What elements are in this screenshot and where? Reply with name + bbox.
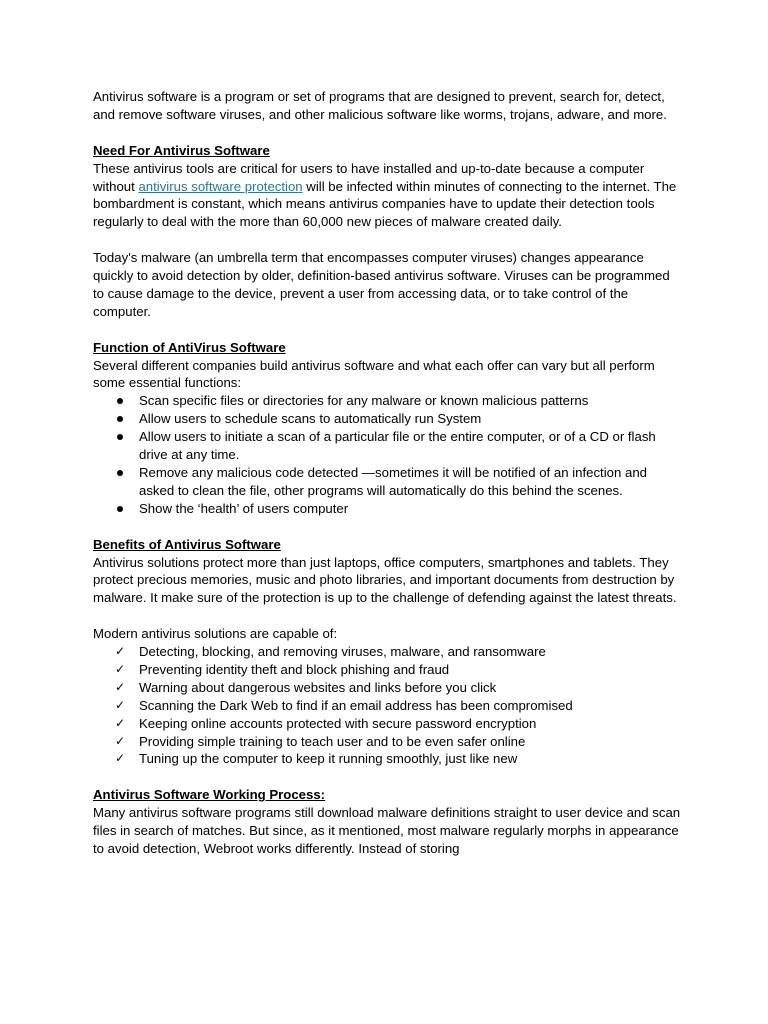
need-paragraph	[93, 160, 683, 232]
capability-text: Tuning up the computer to keep it running smoothly, just like new	[139, 751, 518, 767]
function-list-item	[93, 428, 683, 464]
function-list-item	[93, 464, 683, 500]
function-item-text: Remove any malicious code detected —sometimes it will be notified of an infection and asked to clean the file, other programs will automatically do this behind the scenes.	[139, 464, 647, 498]
checkmark-icon: ✓	[115, 661, 126, 676]
function-list-item	[93, 410, 683, 428]
need-heading: Need For Antivirus Software	[93, 142, 270, 158]
capability-text: Keeping online accounts protected with secure password encryption	[139, 715, 537, 731]
function-item-text: Show the ‘health’ of users computer	[139, 500, 349, 516]
bullet-dot-icon	[117, 506, 123, 512]
working-heading: Antivirus Software Working Process:	[93, 787, 326, 803]
checkmark-icon: ✓	[115, 733, 126, 748]
bullet-dot-icon	[117, 416, 123, 422]
need-text-after-link: will be infected within minutes of connecting to the internet. The bombardment is constant, which means antivirus companies have to update their detection tools regularly to deal with the more than 60,000 new pieces of malware created daily.	[93, 178, 677, 230]
capability-item	[93, 733, 683, 751]
working-paragraph: Many antivirus software programs still download malware definitions straight to user device and scan files in search of matches. But since, as it mentioned, most malware regularly morphs in appearance to avoid detection, Webroot works differently. Instead of storing	[93, 805, 681, 856]
malware-paragraph: Today's malware (an umbrella term that encompasses computer viruses) changes appearance quickly to avoid detection by older, definition-based antivirus software. Viruses can be programmed to cause damage to the device, prevent a user from accessing data, or to take control of the computer.	[93, 250, 670, 319]
function-list-item	[93, 500, 683, 518]
capable-intro: Modern antivirus solutions are capable of:	[93, 626, 338, 642]
capability-item	[93, 750, 683, 768]
function-item-text: Allow users to initiate a scan of a particular file or the entire computer, or of a CD or flash drive at any time.	[139, 429, 656, 463]
capability-item	[93, 643, 683, 661]
function-list	[93, 392, 683, 517]
spacer	[93, 518, 683, 536]
function-item-text: Allow users to schedule scans to automatically run System	[139, 411, 482, 427]
intro-paragraph: Antivirus software is a program or set of programs that are designed to prevent, search for, detect, and remove software viruses, and other malicious software like worms, trojans, adware, and more.	[93, 89, 667, 122]
capability-text: Providing simple training to teach user and to be even safer online	[139, 733, 526, 749]
document-page	[93, 88, 683, 858]
capabilities-list	[93, 643, 683, 768]
capability-item	[93, 715, 683, 733]
checkmark-icon: ✓	[115, 751, 126, 766]
spacer	[93, 607, 683, 625]
bullet-dot-icon	[117, 398, 123, 404]
antivirus-protection-link[interactable]: antivirus software protection	[138, 178, 303, 194]
capability-item	[93, 679, 683, 697]
checkmark-icon: ✓	[115, 644, 126, 659]
checkmark-icon: ✓	[115, 715, 126, 730]
spacer	[93, 231, 683, 249]
spacer	[93, 768, 683, 786]
spacer	[93, 321, 683, 339]
capability-text: Detecting, blocking, and removing viruses, malware, and ransomware	[139, 644, 546, 660]
checkmark-icon: ✓	[115, 697, 126, 712]
function-intro: Several different companies build antivirus software and what each offer can vary but all perform some essential functions:	[93, 357, 655, 391]
bullet-dot-icon	[117, 470, 123, 476]
need-text-before-link: These antivirus tools are critical for users to have installed and up-to-date because a computer without	[93, 160, 645, 194]
capability-text: Scanning the Dark Web to find if an email address has been compromised	[139, 697, 573, 713]
capability-text: Warning about dangerous websites and links before you click	[139, 679, 497, 695]
function-list-item	[93, 392, 683, 410]
function-item-text: Scan specific files or directories for any malware or known malicious patterns	[139, 393, 589, 409]
function-heading: Function of AntiVirus Software	[93, 339, 286, 355]
benefits-paragraph: Antivirus solutions protect more than just laptops, office computers, smartphones and tablets. They protect precious memories, music and photo libraries, and important documents from destruction by malware. It make sure of the protection is up to the challenge of defending against the latest threats.	[93, 554, 677, 606]
capability-item	[93, 697, 683, 715]
bullet-dot-icon	[117, 434, 123, 440]
benefits-heading: Benefits of Antivirus Software	[93, 536, 281, 552]
capability-text: Preventing identity theft and block phishing and fraud	[139, 661, 450, 677]
spacer	[93, 124, 683, 142]
checkmark-icon: ✓	[115, 679, 126, 694]
capability-item	[93, 661, 683, 679]
